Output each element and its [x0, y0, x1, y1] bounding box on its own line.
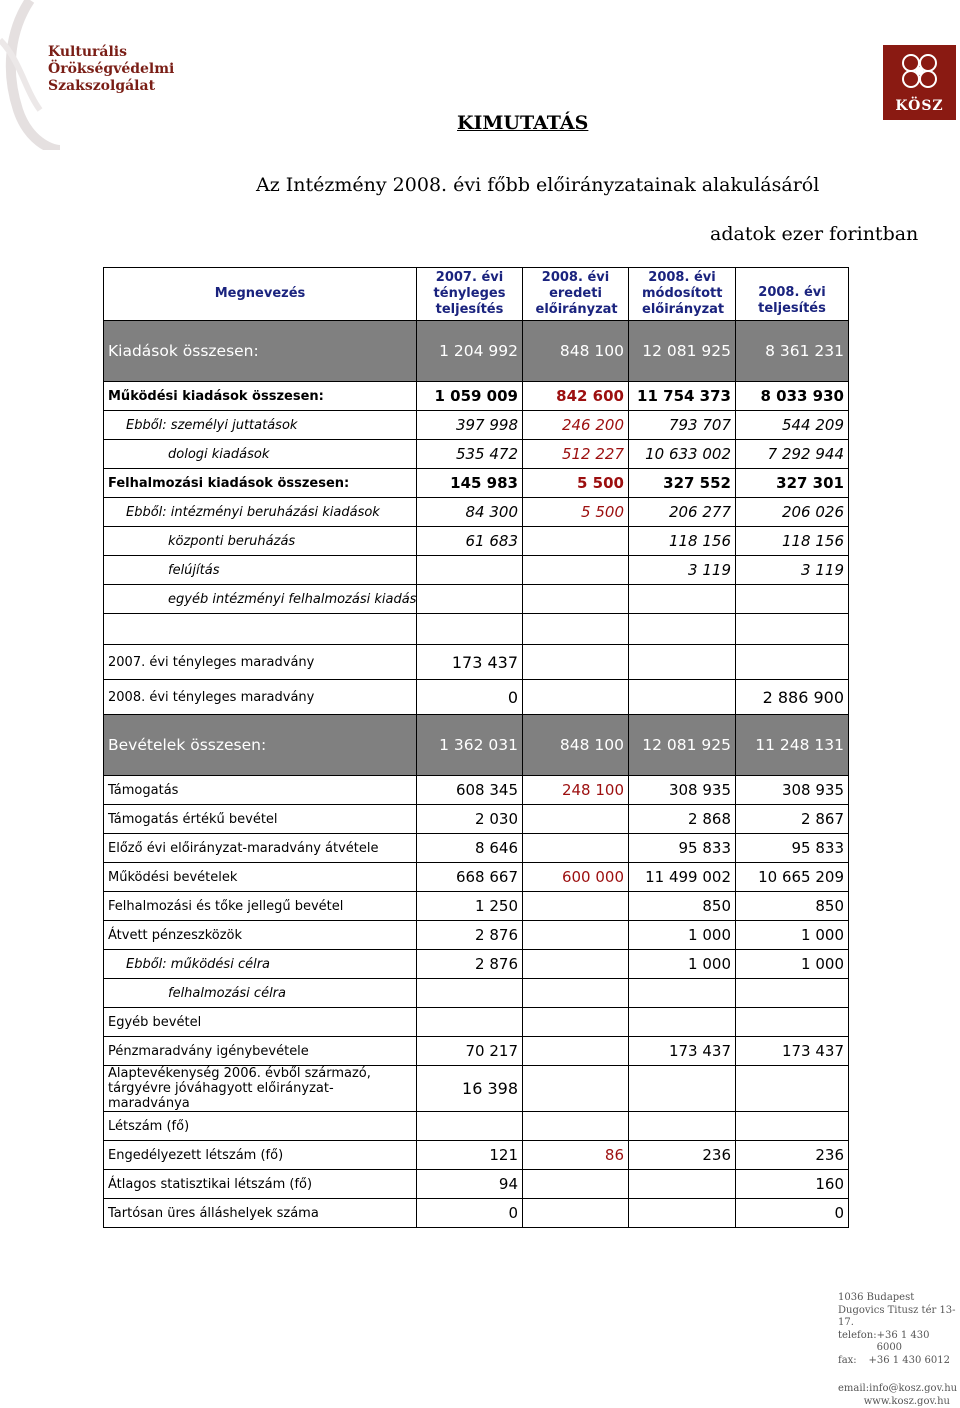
table-cell: 0: [736, 1199, 849, 1228]
column-header: 2008. évi eredeti előirányzat: [523, 268, 629, 321]
table-cell: [523, 979, 629, 1008]
row-label: Létszám (fő): [104, 1112, 417, 1141]
table-cell: 850: [736, 892, 849, 921]
org-name-line-2: Örökségvédelmi: [48, 61, 174, 78]
table-cell: 248 100: [523, 776, 629, 805]
table-row: [104, 1066, 849, 1112]
table-cell: 11 248 131: [736, 715, 849, 776]
table-cell: [736, 979, 849, 1008]
row-label: felújítás: [104, 556, 417, 585]
document-subtitle: Az Intézmény 2008. évi főbb előirányzatainak alakulásáról: [256, 174, 819, 196]
table-header-row: [104, 268, 849, 321]
table-row: [104, 1141, 849, 1170]
phone-label: telefon:: [838, 1330, 877, 1355]
row-label: 2007. évi tényleges maradvány: [104, 645, 417, 680]
table-row: [104, 950, 849, 979]
table-cell: [629, 1008, 736, 1037]
row-label: Előző évi előirányzat-maradvány átvétele: [104, 834, 417, 863]
table-cell: 86: [523, 1141, 629, 1170]
table-cell: [523, 1112, 629, 1141]
table-cell: [523, 834, 629, 863]
table-cell: 2 867: [736, 805, 849, 834]
table-cell: [417, 556, 523, 585]
table-cell: 1 000: [736, 950, 849, 979]
table-row: [104, 715, 849, 776]
table-cell: 118 156: [629, 527, 736, 556]
table-cell: 1 000: [629, 921, 736, 950]
budget-table: [103, 267, 849, 1228]
table-cell: 95 833: [736, 834, 849, 863]
table-cell: [523, 645, 629, 680]
table-cell: [523, 1066, 629, 1112]
table-row: [104, 645, 849, 680]
table-cell: 11 499 002: [629, 863, 736, 892]
address-line: 1036 Budapest: [838, 1292, 960, 1305]
row-label: felhalmozási célra: [104, 979, 417, 1008]
table-cell: [523, 1008, 629, 1037]
table-cell: 842 600: [523, 382, 629, 411]
table-cell: 173 437: [629, 1037, 736, 1066]
table-cell: [523, 892, 629, 921]
row-label: Ebből: intézményi beruházási kiadások: [104, 498, 417, 527]
table-cell: [417, 585, 523, 614]
table-cell: [736, 1008, 849, 1037]
table-cell: [417, 1008, 523, 1037]
row-label: Támogatás értékű bevétel: [104, 805, 417, 834]
table-cell: [523, 527, 629, 556]
table-cell: [523, 805, 629, 834]
table-cell: 10 633 002: [629, 440, 736, 469]
table-row: [104, 805, 849, 834]
table-cell: [417, 1112, 523, 1141]
table-cell: [523, 950, 629, 979]
row-label: Egyéb bevétel: [104, 1008, 417, 1037]
fax-number: +36 1 430 6012: [868, 1355, 950, 1368]
column-header: 2007. évi tényleges teljesítés: [417, 268, 523, 321]
table-cell: 850: [629, 892, 736, 921]
table-cell: 0: [417, 1199, 523, 1228]
org-name-line-3: Szakszolgálat: [48, 78, 174, 95]
row-label: Engedélyezett létszám (fő): [104, 1141, 417, 1170]
table-row: [104, 411, 849, 440]
row-label: Tartósan üres álláshelyek száma: [104, 1199, 417, 1228]
row-label: Pénzmaradvány igénybevétele: [104, 1037, 417, 1066]
table-cell: 94: [417, 1170, 523, 1199]
table-row: [104, 556, 849, 585]
footer-contact: [838, 1292, 960, 1408]
table-cell: 2 876: [417, 921, 523, 950]
column-header: Megnevezés: [104, 268, 417, 321]
table-cell: 160: [736, 1170, 849, 1199]
table-cell: 70 217: [417, 1037, 523, 1066]
table-cell: 1 059 009: [417, 382, 523, 411]
table-row: [104, 892, 849, 921]
kosz-logo: [883, 45, 956, 120]
table-row: [104, 979, 849, 1008]
kosz-logo-text: KÖSZ: [883, 98, 956, 114]
table-cell: 668 667: [417, 863, 523, 892]
table-cell: 2 868: [629, 805, 736, 834]
table-cell: 173 437: [736, 1037, 849, 1066]
row-label: központi beruházás: [104, 527, 417, 556]
table-cell: [629, 979, 736, 1008]
table-cell: [629, 680, 736, 715]
table-cell: 61 683: [417, 527, 523, 556]
table-cell: 0: [417, 680, 523, 715]
table-cell: [523, 921, 629, 950]
row-label: Működési bevételek: [104, 863, 417, 892]
table-cell: 3 119: [736, 556, 849, 585]
table-cell: 600 000: [523, 863, 629, 892]
table-cell: 544 209: [736, 411, 849, 440]
table-row: [104, 382, 849, 411]
table-cell: 5 500: [523, 498, 629, 527]
table-cell: 1 000: [736, 921, 849, 950]
table-row: [104, 527, 849, 556]
row-label: egyéb intézményi felhalmozási kiadás: [104, 585, 417, 614]
table-cell: 206 277: [629, 498, 736, 527]
table-cell: [736, 585, 849, 614]
table-cell: [736, 1112, 849, 1141]
org-name-line-1: Kulturális: [48, 44, 174, 61]
table-cell: [736, 1066, 849, 1112]
table-cell: 10 665 209: [736, 863, 849, 892]
table-cell: 397 998: [417, 411, 523, 440]
table-cell: 11 754 373: [629, 382, 736, 411]
phone-number: +36 1 430 6000: [877, 1330, 950, 1355]
table-cell: 206 026: [736, 498, 849, 527]
table-cell: [523, 1199, 629, 1228]
table-cell: 848 100: [523, 715, 629, 776]
table-cell: 2 886 900: [736, 680, 849, 715]
table-cell: 121: [417, 1141, 523, 1170]
table-cell: 8 033 930: [736, 382, 849, 411]
table-cell: 308 935: [736, 776, 849, 805]
table-cell: 246 200: [523, 411, 629, 440]
email-label: email:: [838, 1383, 869, 1396]
table-row: [104, 440, 849, 469]
column-header: 2008. évi teljesítés: [736, 268, 849, 321]
table-cell: 5 500: [523, 469, 629, 498]
row-label: Felhalmozási kiadások összesen:: [104, 469, 417, 498]
row-label: Támogatás: [104, 776, 417, 805]
table-cell: 16 398: [417, 1066, 523, 1112]
table-cell: 1 250: [417, 892, 523, 921]
table-cell: [736, 645, 849, 680]
table-cell: 1 362 031: [417, 715, 523, 776]
column-header: 2008. évi módosított előirányzat: [629, 268, 736, 321]
table-cell: [629, 1199, 736, 1228]
table-cell: 84 300: [417, 498, 523, 527]
address-line: Dugovics Titusz tér 13-17.: [838, 1305, 960, 1330]
row-label: Bevételek összesen:: [104, 715, 417, 776]
email-link[interactable]: info@kosz.gov.hu: [869, 1383, 957, 1396]
table-cell: 8 646: [417, 834, 523, 863]
table-cell: 327 552: [629, 469, 736, 498]
table-cell: 95 833: [629, 834, 736, 863]
table-cell: 236: [629, 1141, 736, 1170]
row-label: Átlagos statisztikai létszám (fő): [104, 1170, 417, 1199]
table-row: [104, 776, 849, 805]
fax-label: fax:: [838, 1355, 857, 1368]
document-title: KIMUTATÁS: [457, 112, 588, 134]
table-cell: [629, 645, 736, 680]
organization-logo: [0, 0, 190, 150]
table-row: [104, 834, 849, 863]
table-row: [104, 321, 849, 382]
row-label: dologi kiadások: [104, 440, 417, 469]
row-label: 2008. évi tényleges maradvány: [104, 680, 417, 715]
table-cell: [523, 556, 629, 585]
unit-note: adatok ezer forintban: [710, 223, 918, 245]
table-cell: [523, 1170, 629, 1199]
table-cell: [523, 1037, 629, 1066]
table-row: [104, 921, 849, 950]
row-label: Kiadások összesen:: [104, 321, 417, 382]
table-row: [104, 1008, 849, 1037]
table-cell: 173 437: [417, 645, 523, 680]
table-row: [104, 498, 849, 527]
table-cell: 608 345: [417, 776, 523, 805]
table-cell: 512 227: [523, 440, 629, 469]
table-row: [104, 1170, 849, 1199]
spiral-emblem-icon: [883, 45, 956, 95]
table-cell: 848 100: [523, 321, 629, 382]
table-cell: 118 156: [736, 527, 849, 556]
table-cell: 12 081 925: [629, 321, 736, 382]
row-label: Alaptevékenység 2006. évből származó, tárgyévre jóváhagyott előirányzat-maradványa: [104, 1066, 417, 1112]
table-row: [104, 1037, 849, 1066]
row-label: Átvett pénzeszközök: [104, 921, 417, 950]
table-row: [104, 1199, 849, 1228]
table-cell: [523, 585, 629, 614]
table-row: [104, 680, 849, 715]
table-cell: [629, 1066, 736, 1112]
table-cell: 327 301: [736, 469, 849, 498]
table-cell: [629, 1170, 736, 1199]
table-row: [104, 585, 849, 614]
table-row: [104, 863, 849, 892]
spacer-row: [104, 614, 849, 645]
row-label: Ebből: személyi juttatások: [104, 411, 417, 440]
table-cell: [417, 979, 523, 1008]
table-cell: 7 292 944: [736, 440, 849, 469]
website-link[interactable]: www.kosz.gov.hu: [838, 1396, 950, 1408]
table-cell: 145 983: [417, 469, 523, 498]
table-cell: 2 876: [417, 950, 523, 979]
row-label: Felhalmozási és tőke jellegű bevétel: [104, 892, 417, 921]
table-cell: 1 204 992: [417, 321, 523, 382]
table-row: [104, 469, 849, 498]
table-row: [104, 1112, 849, 1141]
table-cell: 1 000: [629, 950, 736, 979]
table-cell: 8 361 231: [736, 321, 849, 382]
table-cell: 236: [736, 1141, 849, 1170]
table-cell: 2 030: [417, 805, 523, 834]
table-cell: 535 472: [417, 440, 523, 469]
table-cell: [629, 1112, 736, 1141]
row-label: Ebből: működési célra: [104, 950, 417, 979]
row-label: Működési kiadások összesen:: [104, 382, 417, 411]
table-cell: 308 935: [629, 776, 736, 805]
table-cell: [629, 585, 736, 614]
table-cell: [523, 680, 629, 715]
table-cell: 3 119: [629, 556, 736, 585]
table-cell: 793 707: [629, 411, 736, 440]
table-cell: 12 081 925: [629, 715, 736, 776]
